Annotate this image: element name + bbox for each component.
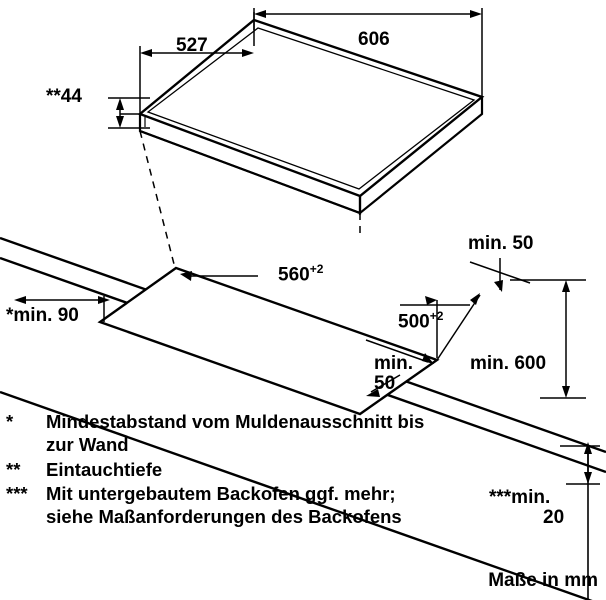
label-cutout-560-value: 560 [278,264,310,286]
label-min-50-rear: min. 50 [468,233,534,254]
legend-text: Mindestabstand vom Muldenausschnitt bis zur Wand [46,411,425,456]
legend-item [6,458,426,481]
legend-item [6,482,426,529]
legend-mark: *** [6,482,28,504]
units-note: Maße in mm [488,570,598,591]
label-min-600: min. 600 [470,353,547,374]
dim-min600 [510,280,586,398]
label-min-20-line2: 20 [543,507,565,528]
dim-min50-rear [470,258,530,292]
label-cutout-500-value: 500 [398,311,430,333]
legend-mark: * [6,411,14,432]
label-cutout-500 [398,310,443,333]
legend-text: Eintauchtiefe [46,458,163,480]
legend-item [6,410,426,457]
label-cutout-560-tolerance: +2 [309,262,324,276]
label-depth-527: 527 [176,35,208,56]
label-min-50-front-line2: 50 [374,373,396,394]
label-height-44: **44 [46,86,82,107]
label-width-606: 606 [358,29,390,50]
label-min-90: *min. 90 [6,305,79,326]
legend [6,410,426,529]
legend-mark: ** [6,458,21,480]
label-cutout-500-tolerance: +2 [429,309,444,323]
label-min-50-front-line1: min. [374,353,414,374]
legend-text: Mit untergebautem Backofen ggf. mehr; siehe Maßanforderungen des Backofens [46,482,402,528]
label-min-20-line1: ***min. [489,487,551,508]
label-cutout-560 [278,263,323,286]
